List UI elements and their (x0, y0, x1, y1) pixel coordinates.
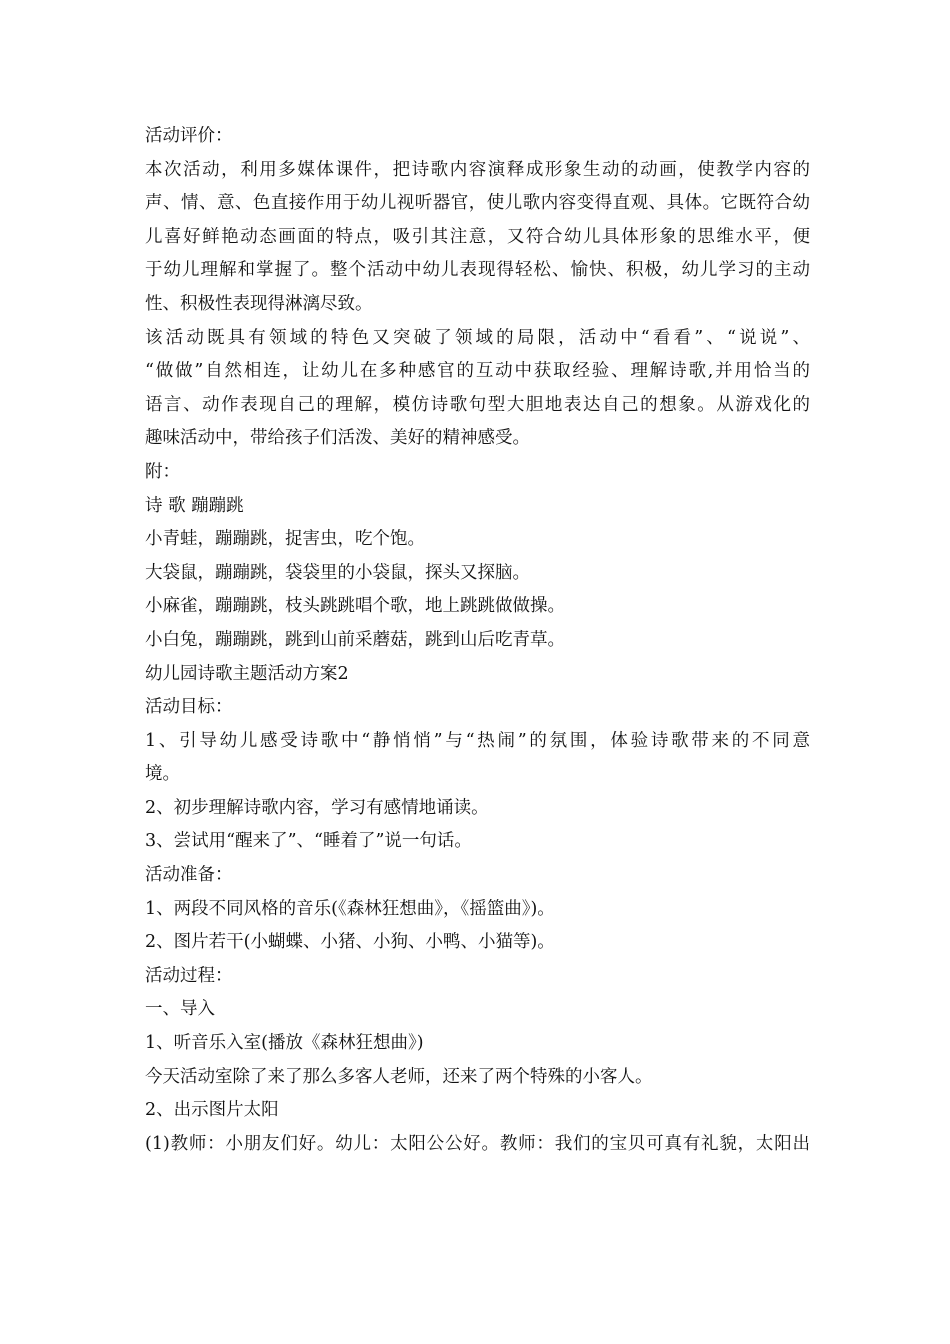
text-line: 1、两段不同风格的音乐(《森林狂想曲》，《摇篮曲》)。 (145, 898, 555, 919)
text-line: 活动准备： (145, 865, 233, 886)
text-line: 3、尝试用“醒来了”、“睡着了”说一句话。 (145, 831, 472, 852)
text-line: 于幼儿理解和掌握了。整个活动中幼儿表现得轻松、愉快、积极，幼儿学习的主动 (145, 260, 810, 281)
text-line: 小青蛙，蹦蹦跳，捉害虫，吃个饱。 (145, 529, 425, 550)
text-line: 儿喜好鲜艳动态画面的特点，吸引其注意，又符合幼儿具体形象的思维水平，便 (145, 226, 810, 247)
text-line: 1、引导幼儿感受诗歌中“静悄悄”与“热闹”的氛围，体验诗歌带来的不同意 (145, 730, 810, 751)
text-line: 诗 歌 蹦蹦跳 (145, 495, 244, 516)
text-line: 2、图片若干(小蝴蝶、小猪、小狗、小鸭、小猫等)。 (145, 932, 555, 953)
text-line: 1、听音乐入室(播放《森林狂想曲》) (145, 1033, 424, 1054)
text-line: 活动目标： (145, 697, 233, 718)
text-line: 一、导入 (145, 999, 215, 1020)
text-line: 大袋鼠，蹦蹦跳，袋袋里的小袋鼠，探头又探脑。 (145, 562, 530, 583)
text-line: 境。 (145, 764, 180, 785)
text-line: “做做”自然相连，让幼儿在多种感官的互动中获取经验、理解诗歌,并用恰当的 (145, 361, 810, 382)
text-line: 声、情、意、色直接作用于幼儿视听器官，使儿歌内容变得直观、具体。它既符合幼 (145, 193, 810, 214)
text-line: 活动过程： (145, 965, 233, 986)
text-line: 幼儿园诗歌主题活动方案2 (145, 663, 349, 684)
text-line: 2、初步理解诗歌内容，学习有感情地诵读。 (145, 797, 489, 818)
text-line: 2、出示图片太阳 (145, 1100, 279, 1121)
text-line: 趣味活动中，带给孩子们活泼、美好的精神感受。 (145, 428, 530, 449)
text-line: 小白兔，蹦蹦跳，跳到山前采蘑菇，跳到山后吃青草。 (145, 629, 565, 650)
text-line: 附： (145, 461, 180, 482)
text-line: (1)教师：小朋友们好。幼儿：太阳公公好。教师：我们的宝贝可真有礼貌，太阳出 (145, 1133, 810, 1154)
text-line: 活动评价： (145, 126, 233, 146)
text-line: 本次活动，利用多媒体课件，把诗歌内容演释成形象生动的动画，使教学内容的 (145, 159, 810, 180)
text-line: 小麻雀，蹦蹦跳，枝头跳跳唱个歌，地上跳跳做做操。 (145, 596, 565, 617)
text-line: 语言、动作表现自己的理解，模仿诗歌句型大胆地表达自己的想象。从游戏化的 (145, 394, 810, 415)
text-line: 性、积极性表现得淋漓尽致。 (145, 293, 373, 314)
text-line: 今天活动室除了来了那么多客人老师，还来了两个特殊的小客人。 (145, 1066, 653, 1087)
text-line: 该活动既具有领域的特色又突破了领域的局限，活动中“看看”、“说说”、 (145, 327, 810, 348)
document-page (145, 120, 810, 1161)
